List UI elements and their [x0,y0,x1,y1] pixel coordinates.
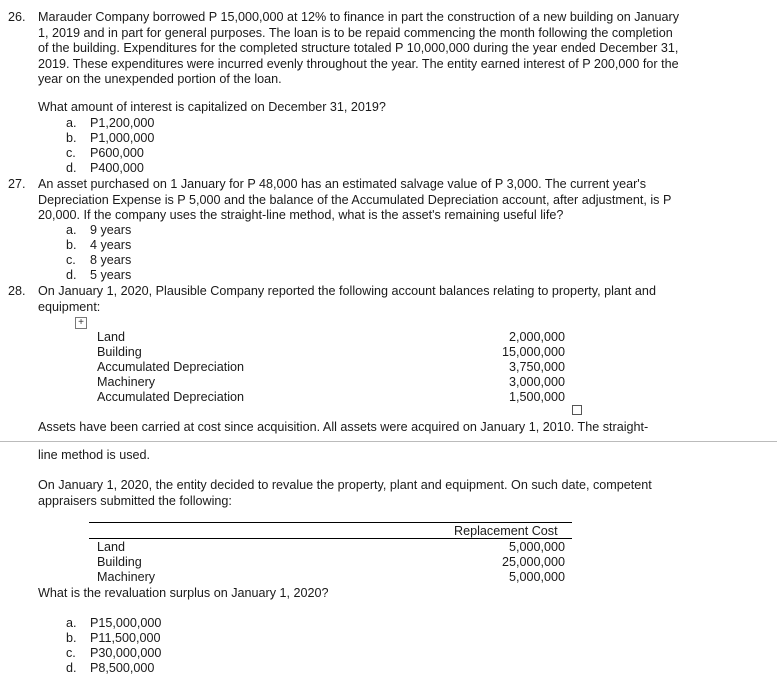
balance-account: Building [97,345,142,359]
option-text: 4 years [90,238,132,252]
option-text: 5 years [90,268,132,282]
q28-option-c [66,646,161,662]
appraisal-row [97,555,565,571]
balance-amount: 15,000,000 [501,345,565,359]
q28-option-a [66,616,161,632]
q28-text3: On January 1, 2020, the entity decided to revalue the property, plant and equipment. On such date, competent appraisers submitted the following: [38,478,652,508]
option-text: P11,500,000 [90,631,161,645]
option-letter: b. [66,631,77,645]
option-letter: a. [66,223,77,237]
balance-amount: 2,000,000 [508,330,565,344]
appraisal-asset: Machinery [97,570,156,584]
table-resize-handle[interactable] [572,405,582,415]
option-letter: d. [66,161,77,175]
option-text: 8 years [90,253,132,267]
q26-option-b [66,131,154,147]
q27-number: 27. [8,177,26,191]
table-top-border [89,522,572,523]
option-text: P400,000 [90,161,144,175]
balance-amount: 3,000,000 [508,375,565,389]
q28-text2-line2: line method is used. [38,448,151,462]
q28-option-d [66,661,154,677]
option-text: P8,500,000 [90,661,155,675]
appraisal-amount: 5,000,000 [508,570,565,584]
balance-account: Accumulated Depreciation [97,390,245,404]
balance-account: Accumulated Depreciation [97,360,245,374]
option-text: P30,000,000 [90,646,162,660]
balance-amount: 3,750,000 [508,360,565,374]
q27-option-c [66,253,131,269]
option-letter: c. [66,646,76,660]
appraisal-amount: 25,000,000 [501,555,565,569]
option-text: P1,200,000 [90,116,155,130]
q28-text: On January 1, 2020, Plausible Company reported the following account balances relating to property, plant and equipment: [38,284,656,314]
table-header-border [89,538,572,539]
q26-number: 26. [8,10,26,24]
appraisal-asset: Land [97,540,126,554]
option-text: P15,000,000 [90,616,162,630]
option-letter: c. [66,253,76,267]
option-letter: c. [66,146,76,160]
q27-option-d [66,268,131,284]
option-letter: b. [66,238,77,252]
option-letter: d. [66,661,77,675]
appraisal-asset: Building [97,555,142,569]
option-letter: a. [66,116,77,130]
q26-option-c [66,146,144,162]
q26-option-a [66,116,154,132]
option-letter: d. [66,268,77,282]
balance-amount: 1,500,000 [508,390,565,404]
option-text: 9 years [90,223,132,237]
balance-row [97,345,565,361]
option-letter: a. [66,616,77,630]
balance-row [97,390,565,406]
q27-text: An asset purchased on 1 January for P 48,000 has an estimated salvage value of P 3,000. The current year's Depreciation Expense is P 5,000 and the balance of the Accumulated Depreciation account, after adjustment, is P 20,000. If the company uses the straight-line method, what is the asset's remaining useful life? [38,177,672,222]
balance-row [97,360,565,376]
q26-option-d [66,161,144,177]
balance-account: Land [97,330,126,344]
option-text: P1,000,000 [90,131,155,145]
q28-option-b [66,631,161,647]
q28-text2-line1: Assets have been carried at cost since acquisition. All assets were acquired on January 1, 2010. The straight- [38,420,649,434]
q26-text: Marauder Company borrowed P 15,000,000 at 12% to finance in part the construction of a new building on January 1, 2019 and in part for general purposes. The loan is to be repaid commencing the month following the completion of the building. Expenditures for the completed structure totaled P 10,000,000 during the year ended December 31, 2019. These expenditures were incurred evenly throughout the year. The entity earned interest of P 200,000 for the year on the unexpended portion of the loan. [38,10,680,86]
q27-option-b [66,238,131,254]
appraisal-row [97,570,565,586]
page-divider [0,441,777,442]
option-text: P600,000 [90,146,144,160]
q28-question: What is the revaluation surplus on January 1, 2020? [38,586,329,600]
table-move-handle-icon[interactable]: + [75,317,87,329]
q27-option-a [66,223,131,239]
appraisal-header: Replacement Cost [454,524,558,538]
balance-account: Machinery [97,375,156,389]
appraisal-amount: 5,000,000 [508,540,565,554]
option-letter: b. [66,131,77,145]
q26-question: What amount of interest is capitalized on December 31, 2019? [38,100,386,114]
appraisal-row [97,540,565,556]
balance-row [97,330,565,346]
balance-row [97,375,565,391]
q28-number: 28. [8,284,26,298]
